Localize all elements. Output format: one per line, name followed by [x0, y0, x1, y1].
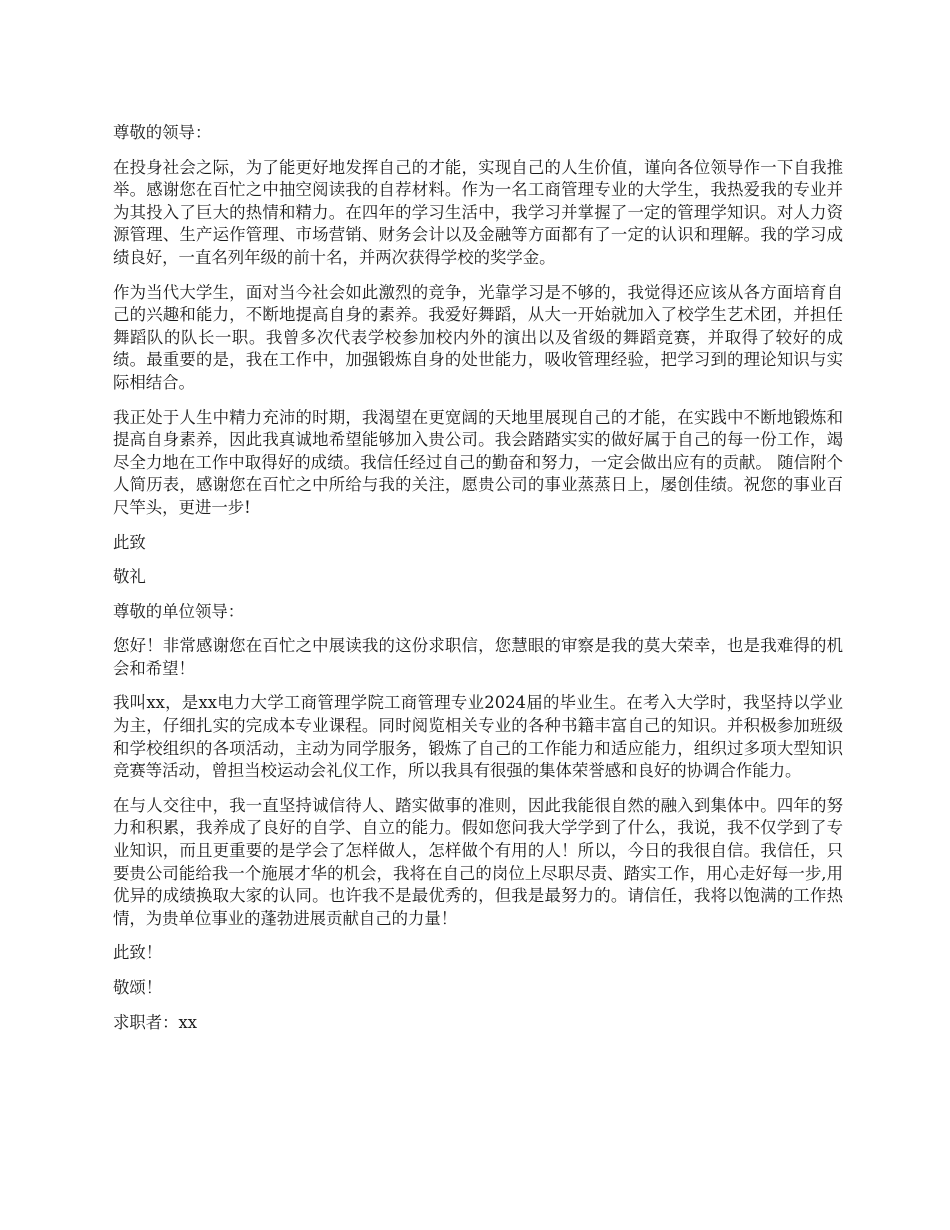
body-paragraph: 我叫xx，是xx电力大学工商管理学院工商管理专业2024届的毕业生。在考入大学时，我坚持以学业为主，仔细扎实的完成本专业课程。同时阅览相关专业的各种书籍丰富自己的知识。并积极参加班级和学校组织的各项活动，主动为同学服务，锻炼了自己的工作能力和适应能力，组织过多项大型知识竞赛等活动，曾担当校运动会礼仪工作，所以我具有很强的集体荣誉感和良好的协调合作能力。: [113, 693, 843, 781]
signature: 求职者：xx: [113, 1012, 198, 1032]
salutation: 尊敬的单位领导：: [113, 601, 245, 621]
closing-line: 敬礼: [113, 567, 146, 587]
body-paragraph: 在投身社会之际，为了能更好地发挥自己的才能，实现自己的人生价值，谨向各位领导作一下自我推举。感谢您在百忙之中抽空阅读我的自荐材料。作为一名工商管理专业的大学生，我热爱我的专业并为其投入了巨大的热情和精力。在四年的学习生活中，我学习并掌握了一定的管理学知识。对人力资源管理、生产运作管理、市场营销、财务会计以及金融等方面都有了一定的认识和理解。我的学习成绩良好，一直名列年级的前十名，并两次获得学校的奖学金。: [113, 157, 843, 267]
body-paragraph: 作为当代大学生，面对当今社会如此激烈的竞争，光靠学习是不够的，我觉得还应该从各方面培育自己的兴趣和能力，不断地提高自身的素养。我爱好舞蹈，从大一开始就加入了校学生艺术团，并担任舞蹈队的队长一职。我曾多次代表学校参加校内外的演出以及省级的舞蹈竞赛，并取得了较好的成绩。最重要的是，我在工作中，加强锻炼自身的处世能力，吸收管理经验，把学习到的理论知识与实际相结合。: [113, 282, 843, 392]
document-page: [113, 122, 843, 1046]
closing-line: 敬颂！: [113, 978, 163, 997]
body-paragraph: 我正处于人生中精力充沛的时期，我渴望在更宽阔的天地里展现自己的才能，在实践中不断地锻炼和提高自身素养，因此我真诚地希望能够加入贵公司。我会踏踏实实的做好属于自己的每一份工作，竭尽全力地在工作中取得好的成绩。我信任经过自己的勤奋和努力，一定会做出应有的贡献。 随信附个人简历表，感谢您在百忙之中所给与我的关注，愿贵公司的事业蒸蒸日上，屡创佳绩。祝您的事业百尺竿头，更进一步!: [113, 407, 843, 517]
closing-line: 此致: [113, 532, 146, 552]
salutation: 尊敬的领导：: [113, 123, 212, 142]
closing-line: 此致！: [113, 943, 163, 963]
body-paragraph: 您好！非常感谢您在百忙之中展读我的这份求职信，您慧眼的审察是我的莫大荣幸，也是我难得的机会和希望！: [113, 636, 843, 678]
body-paragraph: 在与人交往中，我一直坚持诚信待人、踏实做事的准则，因此我能很自然的融入到集体中。四年的努力和积累，我养成了良好的自学、自立的能力。假如您问我大学学到了什么，我说，我不仅学到了专业知识，而且更重要的是学会了怎样做人，怎样做个有用的人！所以，今日的我很自信。我信任，只要贵公司能给我一个施展才华的机会，我将在自己的岗位上尽职尽责、踏实工作，用心走好每一步,用优异的成绩换取大家的认同。也许我不是最优秀的，但我是最努力的。请信任，我将以饱满的工作热情，为贵单位事业的蓬勃进展贡献自己的力量！: [113, 795, 843, 928]
